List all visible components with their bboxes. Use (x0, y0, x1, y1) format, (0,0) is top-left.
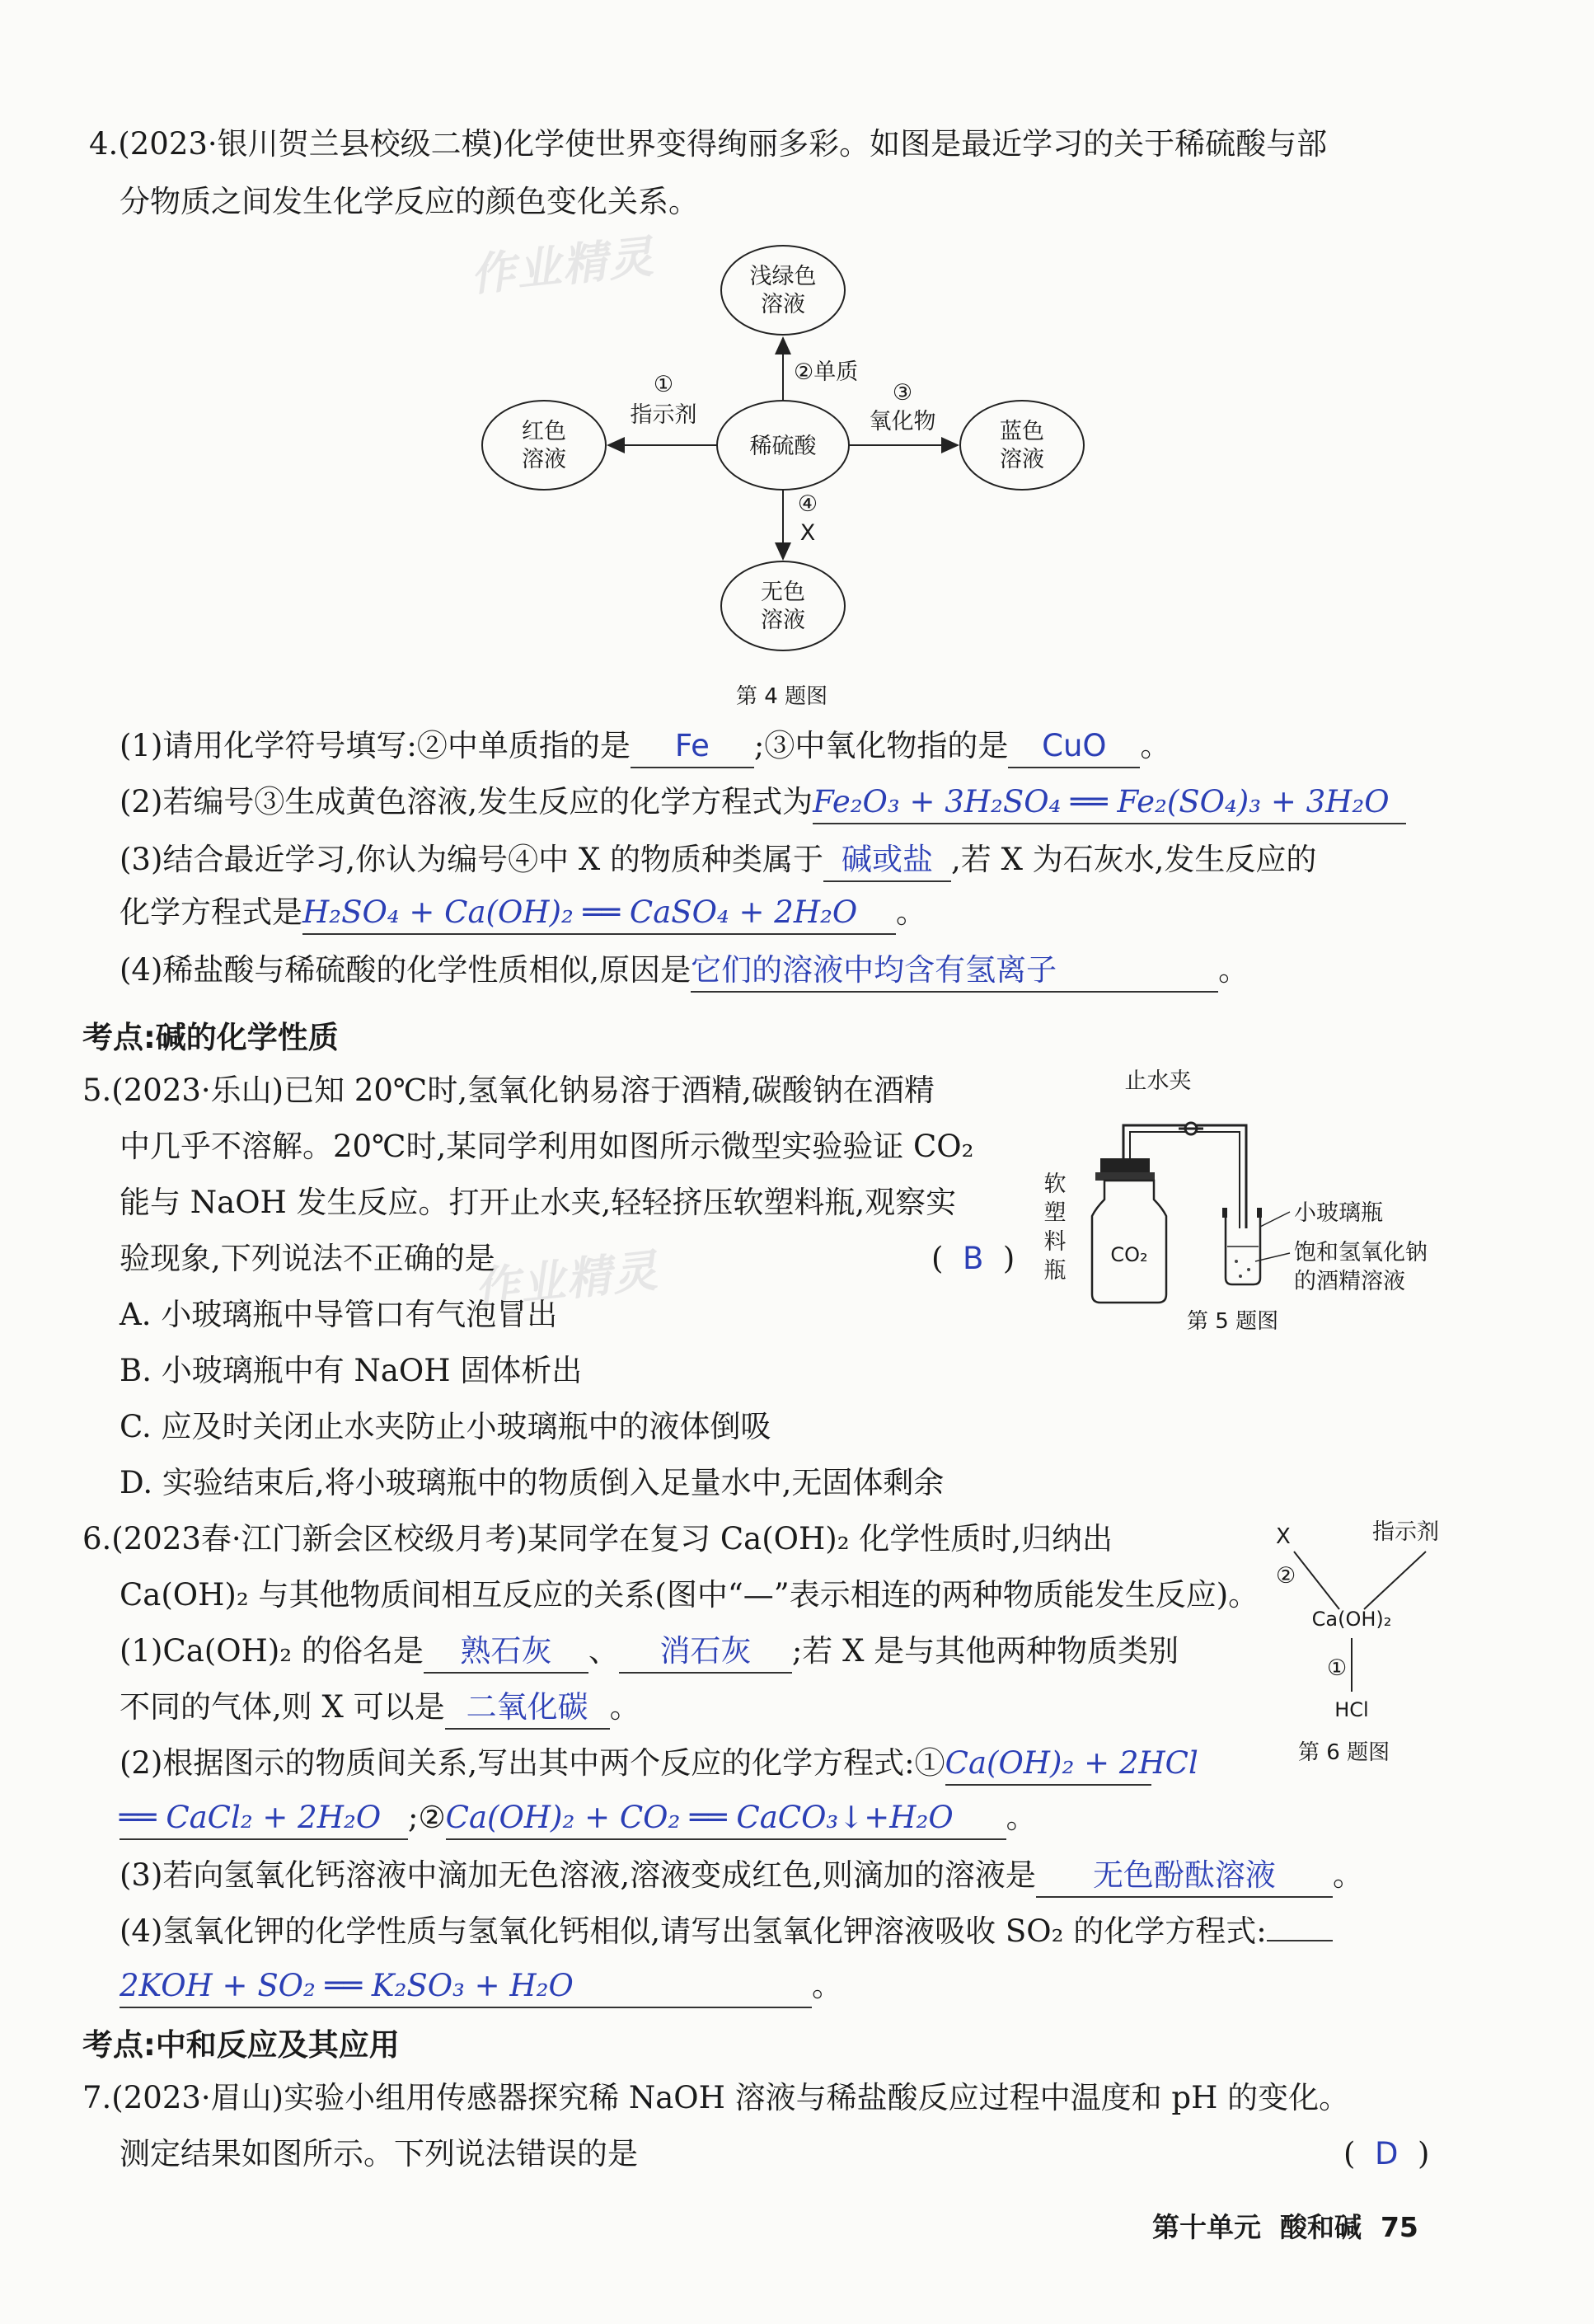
fig6-hcl: HCl (1334, 1698, 1369, 1721)
q5-answer-bracket: ( B ) (931, 1241, 1015, 1276)
soft-bottle-c4: 瓶 (1043, 1258, 1067, 1284)
q5-option-b: B. 小玻璃瓶中有 NaOH 固体析出 (120, 1353, 583, 1388)
q4-part1: (1)请用化学符号填写:②中单质指的是 Fe ;③中氧化物指的是 CuO 。 (120, 725, 1170, 768)
soft-bottle-c2: 塑 (1043, 1200, 1067, 1226)
answer-phenolphthalein: 无色酚酞溶液 (1092, 1857, 1276, 1893)
q6-part4-line2: 2KOH + SO₂ ══ K₂SO₃ + H₂O 。 (120, 1965, 842, 2008)
node-red-l2: 溶液 (522, 447, 566, 472)
q4-part3-line2: 化学方程式是H₂SO₄ + Ca(OH)₂ ══ CaSO₄ + 2H₂O 。 (120, 892, 926, 935)
fig6-num1: ① (1327, 1655, 1348, 1681)
node-light-green-l1: 浅绿色 (749, 264, 817, 289)
fig6-indicator: 指示剂 (1372, 1519, 1439, 1545)
node-acid-label: 稀硫酸 (749, 434, 817, 459)
q6-relation-figure (1261, 1519, 1484, 1749)
arrow1-label: 指示剂 (630, 402, 697, 428)
node-colorless (721, 561, 845, 650)
answer-slaked-lime: 熟石灰 (460, 1633, 552, 1669)
q4-stem-line2: 分物质之间发生化学反应的颜色变化关系。 (120, 184, 699, 219)
answer-eq2: Ca(OH)₂ + CO₂ ══ CaCO₃↓+H₂O (445, 1800, 954, 1835)
q5-stem-line1: 5.(2023·乐山)已知 20℃时,氢氧化钠易溶于酒精,碳酸钠在酒精 (82, 1073, 935, 1108)
footer-unit: 第十单元 (1152, 2211, 1261, 2243)
q7-answer: D (1374, 2136, 1399, 2171)
fig6-x: X (1276, 1524, 1291, 1549)
q4-stem-line1: 4.(2023·银川贺兰县校级二模)化学使世界变得绚丽多彩。如图是最近学习的关于稀硫酸与部 (89, 126, 1328, 162)
q5-option-d: D. 实验结束后,将小玻璃瓶中的物质倒入足量水中,无固体剩余 (120, 1465, 945, 1500)
node-light-green (721, 246, 845, 335)
node-red-l1: 红色 (522, 419, 566, 444)
q6-part3: (3)若向氢氧化钙溶液中滴加无色溶液,溶液变成红色,则滴加的溶液是 无色酚酞溶液 。 (120, 1855, 1363, 1898)
answer-eq1-part1: Ca(OH)₂ + 2HCl (945, 1745, 1198, 1781)
q5-stem-line2: 中几乎不溶解。20℃时,某同学利用如图所示微型实验验证 CO₂ (120, 1129, 974, 1164)
q6-stem-line2: Ca(OH)₂ 与其他物质间相互反应的关系(图中“—”表示相连的两种物质能发生反应)。 (120, 1577, 1259, 1613)
node-colorless-l2: 溶液 (761, 608, 805, 633)
solution-label-l2: 的酒精溶液 (1294, 1269, 1405, 1294)
arrow2-label: ②单质 (794, 359, 859, 385)
answer-koh-so2: 2KOH + SO₂ ══ K₂SO₃ + H₂O (120, 1968, 574, 2003)
node-blue-l1: 蓝色 (1000, 419, 1044, 444)
watermark: 作业精灵 (471, 1244, 662, 1316)
arrow3-number: ③ (892, 380, 913, 406)
node-light-green-l2: 溶液 (761, 292, 805, 317)
page-footer (1152, 2206, 1418, 2245)
answer-hydrated-lime: 消石灰 (659, 1633, 752, 1669)
q5-apparatus-figure (1034, 1063, 1463, 1311)
arrow4-label: X (799, 520, 816, 546)
node-red (482, 401, 606, 490)
q6-part2-line1: (2)根据图示的物质间关系,写出其中两个反应的化学方程式:①Ca(OH)₂ + 2HCl (120, 1743, 1151, 1786)
section-heading-base: 考点:碱的化学性质 (82, 1020, 339, 1055)
answer-equation-caoh2: H₂SO₄ + Ca(OH)₂ ══ CaSO₄ + 2H₂O (302, 894, 858, 930)
q4-part3-line1: (3)结合最近学习,你认为编号④中 X 的物质种类属于 碱或盐 ,若 X 为石灰水,发生反应的 (120, 839, 1316, 882)
fig6-center: Ca(OH)₂ (1311, 1608, 1392, 1631)
answer-carbon-dioxide: 二氧化碳 (466, 1689, 588, 1725)
footer-title: 酸和碱 (1279, 2211, 1362, 2243)
q6-caption: 第 6 题图 (1298, 1740, 1390, 1765)
fig6-num2: ② (1276, 1563, 1296, 1589)
arrow4-number: ④ (797, 491, 818, 517)
arrow3-label: 氧化物 (869, 409, 936, 434)
q7-stem-line1: 7.(2023·眉山)实验小组用传感器探究稀 NaOH 溶液与稀盐酸反应过程中温度和 pH 的变化。 (82, 2080, 1350, 2115)
q7-answer-bracket: ( D ) (1343, 2136, 1430, 2171)
answer-fe: Fe (674, 728, 710, 763)
soft-bottle-c1: 软 (1043, 1171, 1067, 1197)
page-number: 75 (1380, 2211, 1418, 2243)
node-blue (960, 401, 1084, 490)
answer-eq1-part2: ══ CaCl₂ + 2H₂O (120, 1800, 382, 1835)
node-colorless-l1: 无色 (761, 580, 805, 605)
q4-caption: 第 4 题图 (736, 684, 828, 709)
q5-caption: 第 5 题图 (1187, 1309, 1279, 1334)
q7-stem-line2: 测定结果如图所示。下列说法错误的是 (120, 2136, 638, 2171)
answer-cuo: CuO (1042, 728, 1107, 763)
watermark: 作业精灵 (467, 230, 658, 302)
clamp-label: 止水夹 (1124, 1068, 1192, 1094)
q5-option-a: A. 小玻璃瓶中导管口有气泡冒出 (120, 1297, 558, 1332)
arrow1-number: ① (653, 372, 674, 397)
q5-stem-line3: 能与 NaOH 发生反应。打开止水夹,轻轻挤压软塑料瓶,观察实 (120, 1185, 957, 1220)
solution-label-l1: 饱和氢氧化钠 (1294, 1240, 1428, 1265)
q6-part1-line1: (1)Ca(OH)₂ 的俗名是 熟石灰 、 消石灰 ;若 X 是与其他两种物质类别 (120, 1631, 1179, 1674)
answer-hydrogen-ions: 它们的溶液中均含有氢离子 (691, 952, 1057, 988)
node-blue-l2: 溶液 (1000, 447, 1044, 472)
answer-equation-fe2o3: Fe₂O₃ + 3H₂SO₄ ══ Fe₂(SO₄)₃ + 3H₂O (813, 784, 1390, 819)
q4-reaction-diagram (478, 239, 1088, 668)
q6-part4-line1: (4)氢氧化钾的化学性质与氢氧化钙相似,请写出氢氧化钾溶液吸收 SO₂ 的化学方程式: (120, 1911, 1333, 1952)
small-bottle-label: 小玻璃瓶 (1294, 1200, 1383, 1226)
q5-stem-line4: 验现象,下列说法不正确的是 (120, 1241, 495, 1276)
q5-option-c: C. 应及时关闭止水夹防止小玻璃瓶中的液体倒吸 (120, 1409, 771, 1444)
q6-part1-line2: 不同的气体,则 X 可以是 二氧化碳 。 (120, 1687, 640, 1730)
q4-part2: (2)若编号③生成黄色溶液,发生反应的化学方程式为Fe₂O₃ + 3H₂SO₄ ══ Fe₂(SO₄)₃ + 3H₂O (120, 782, 1406, 824)
section-heading-neutralization: 考点:中和反应及其应用 (82, 2027, 400, 2063)
answer-base-or-salt: 碱或盐 (842, 842, 934, 877)
co2-label: CO₂ (1110, 1243, 1148, 1266)
q6-part2-line2: ══ CaCl₂ + 2H₂O ;②Ca(OH)₂ + CO₂ ══ CaCO₃↓+H₂O 。 (120, 1797, 1037, 1840)
q5-answer: B (962, 1241, 984, 1276)
q6-stem-line1: 6.(2023春·江门新会区校级月考)某同学在复习 Ca(OH)₂ 化学性质时,归纳出 (82, 1521, 1113, 1556)
soft-bottle-c3: 料 (1043, 1229, 1067, 1255)
q4-part4: (4)稀盐酸与稀硫酸的化学性质相似,原因是它们的溶液中均含有氢离子 。 (120, 950, 1249, 993)
